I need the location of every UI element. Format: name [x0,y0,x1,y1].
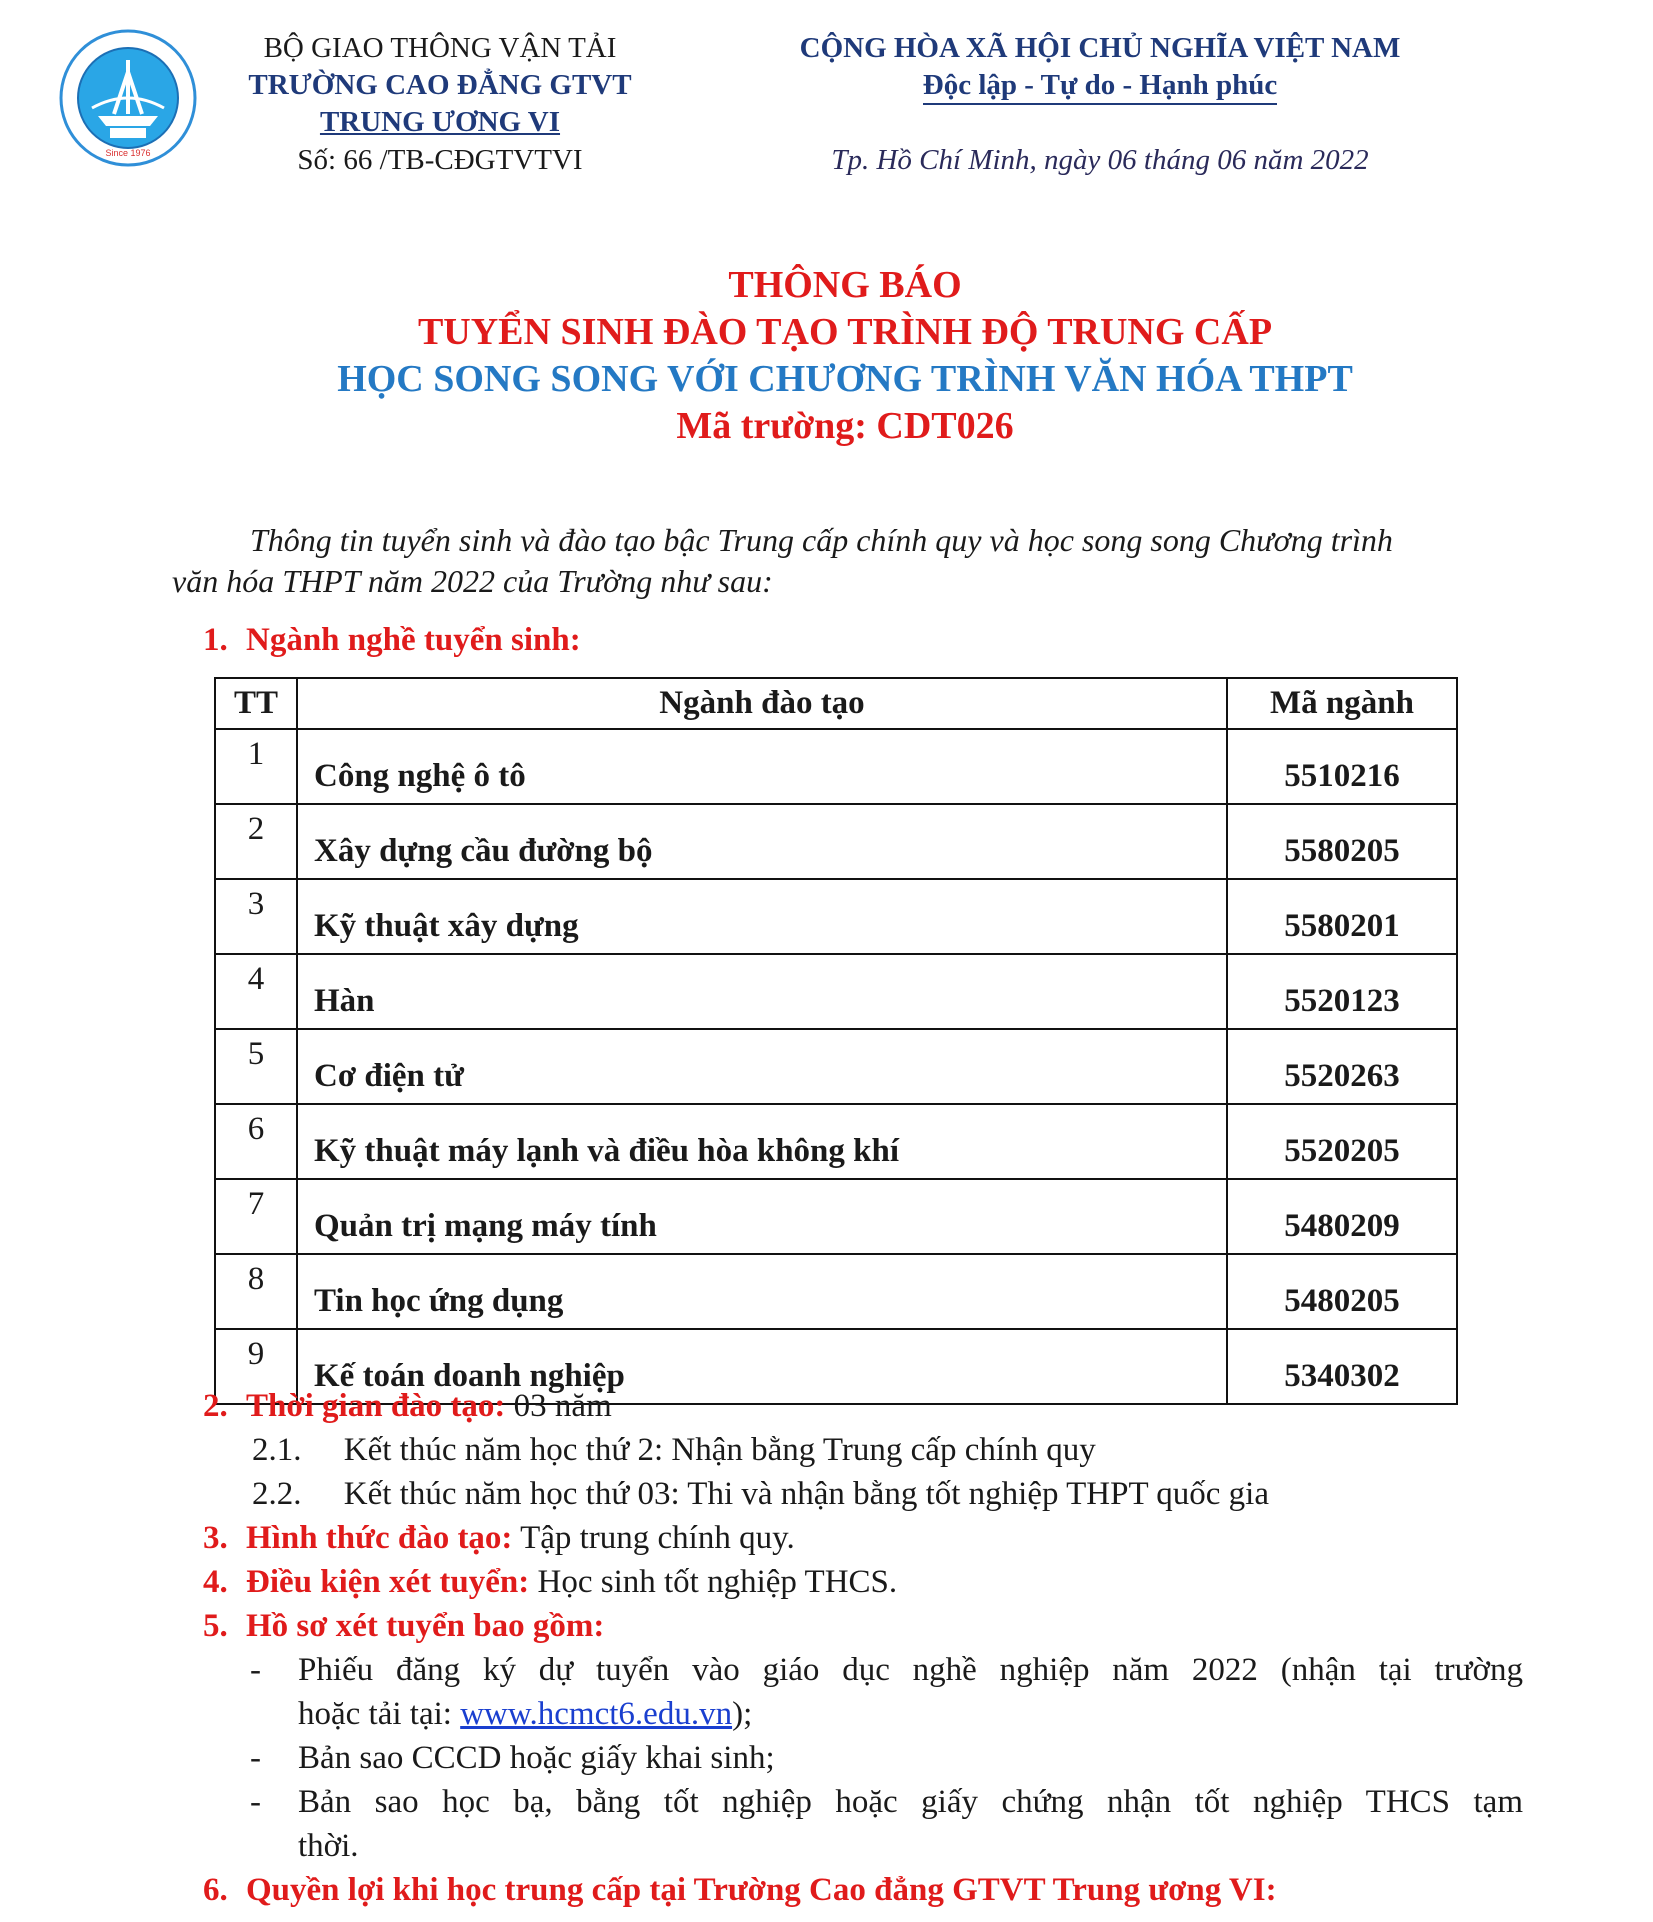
org-name-line2: TRƯỜNG CAO ĐẲNG GTVT [248,69,632,101]
table-row [215,804,1457,879]
row-index: 1 [215,729,297,804]
table-row [215,1104,1457,1179]
section2-value: 03 năm [505,1388,612,1424]
org-name-line3-text: TRUNG ƯƠNG VI [319,106,561,138]
section5-number: 5. [203,1608,228,1644]
section1-label: Ngành nghề tuyển sinh: [246,622,581,658]
bullet-dash: - [250,1740,261,1776]
bullet-dash: - [250,1784,261,1820]
section2-number: 2. [203,1388,228,1424]
header-code: Mã ngành [1227,678,1457,729]
row-index: 2 [215,804,297,879]
section2-sub2 [252,1474,1269,1514]
table-row [215,954,1457,1029]
table-row [215,1254,1457,1329]
row-index: 4 [215,954,297,1029]
section5-item1-prefix: hoặc tải tại: [298,1696,461,1732]
section2-label: Thời gian đào tạo: [246,1388,506,1424]
section6-label: Quyền lợi khi học trung cấp tại Trường Cao đẳng GTVT Trung ương VI: [246,1872,1277,1908]
country-name: CỘNG HÒA XÃ HỘI CHỦ NGHĨA VIỆT NAM [799,32,1401,64]
section3-number: 3. [203,1520,228,1556]
row-index: 7 [215,1179,297,1254]
section5-item1-suffix: ); [732,1696,753,1732]
title-line2: TUYỂN SINH ĐÀO TẠO TRÌNH ĐỘ TRUNG CẤP [417,311,1273,353]
bullet-dash: - [250,1652,261,1688]
row-index: 6 [215,1104,297,1179]
section5-item1-line1: Phiếu đăng ký dự tuyển vào giáo dục nghề nghiệp năm 2022 (nhận tại trường [298,1652,1523,1688]
major-code: 5480205 [1227,1254,1457,1329]
major-name: Tin học ứng dụng [297,1254,1227,1329]
section4-value: Học sinh tốt nghiệp THCS. [529,1564,898,1600]
country-motto-text: Độc lập - Tự do - Hạnh phúc [923,69,1278,105]
header-major: Ngành đào tạo [297,678,1227,729]
title-line3: HỌC SONG SONG VỚI CHƯƠNG TRÌNH VĂN HÓA THPT [337,358,1353,400]
section3-label: Hình thức đào tạo: [246,1520,513,1556]
major-name: Kế toán doanh nghiệp [297,1329,1227,1404]
major-code: 5340302 [1227,1329,1457,1404]
header-tt: TT [215,678,297,729]
section1-heading [203,620,581,660]
school-code: Mã trường: CDT026 [676,405,1014,447]
website-link[interactable]: www.hcmct6.edu.vn [460,1696,733,1732]
table-header-row [215,678,1457,729]
major-code: 5520263 [1227,1029,1457,1104]
section2-sub2-number: 2.2. [252,1476,302,1512]
section5-item3-line1: Bản sao học bạ, bằng tốt nghiệp hoặc giấy chứng nhận tốt nghiệp THCS tạm [298,1784,1523,1820]
section3-value: Tập trung chính quy. [512,1520,795,1556]
table-row [215,729,1457,804]
row-index: 3 [215,879,297,954]
major-code: 5580205 [1227,804,1457,879]
major-code: 5580201 [1227,879,1457,954]
section4-heading [203,1562,897,1602]
section2-sub2-text: Kết thúc năm học thứ 03: Thi và nhận bằng tốt nghiệp THPT quốc gia [343,1476,1269,1512]
table-row [215,1029,1457,1104]
major-name: Kỹ thuật xây dựng [297,879,1227,954]
org-name-line3 [205,104,675,141]
school-logo [58,28,198,168]
title-line1: THÔNG BÁO [728,264,962,306]
major-name: Hàn [297,954,1227,1029]
section2-sub1-number: 2.1. [252,1432,302,1468]
intro-line1: Thông tin tuyển sinh và đào tạo bậc Trung cấp chính quy và học song song Chương trình [250,522,1393,558]
section5-label: Hồ sơ xét tuyển bao gồm: [246,1608,605,1644]
date-line: Tp. Hồ Chí Minh, ngày 06 tháng 06 năm 2022 [831,144,1369,176]
section6-heading [203,1870,1277,1910]
major-code: 5510216 [1227,729,1457,804]
section4-label: Điều kiện xét tuyển: [246,1564,530,1600]
major-name: Xây dựng cầu đường bộ [297,804,1227,879]
section5-item3-line2: thời. [298,1828,359,1864]
logo-since-text: Since 1976 [105,148,151,158]
major-code: 5520205 [1227,1104,1457,1179]
section5-item2: Bản sao CCCD hoặc giấy khai sinh; [298,1740,775,1776]
section4-number: 4. [203,1564,228,1600]
table-row [215,1179,1457,1254]
major-code: 5520123 [1227,954,1457,1029]
row-index: 5 [215,1029,297,1104]
country-motto [720,67,1480,104]
section2-sub1-text: Kết thúc năm học thứ 2: Nhận bằng Trung cấp chính quy [343,1432,1096,1468]
section2-heading [203,1386,612,1426]
table-row [215,879,1457,954]
section6-number: 6. [203,1872,228,1908]
major-name: Cơ điện tử [297,1029,1227,1104]
section5-item1-line2 [298,1694,752,1734]
major-name: Kỹ thuật máy lạnh và điều hòa không khí [297,1104,1227,1179]
section3-heading [203,1518,795,1558]
major-code: 5480209 [1227,1179,1457,1254]
majors-table [214,677,1458,1405]
document-number: Số: 66 /TB-CĐGTVTVI [297,144,583,176]
major-name: Công nghệ ô tô [297,729,1227,804]
intro-line2: văn hóa THPT năm 2022 của Trường như sau: [172,563,773,599]
section5-heading [203,1606,604,1646]
section1-number: 1. [203,622,228,658]
org-name-line1: BỘ GIAO THÔNG VẬN TẢI [263,32,617,64]
row-index: 8 [215,1254,297,1329]
row-index: 9 [215,1329,297,1404]
section2-sub1 [252,1430,1096,1470]
major-name: Quản trị mạng máy tính [297,1179,1227,1254]
